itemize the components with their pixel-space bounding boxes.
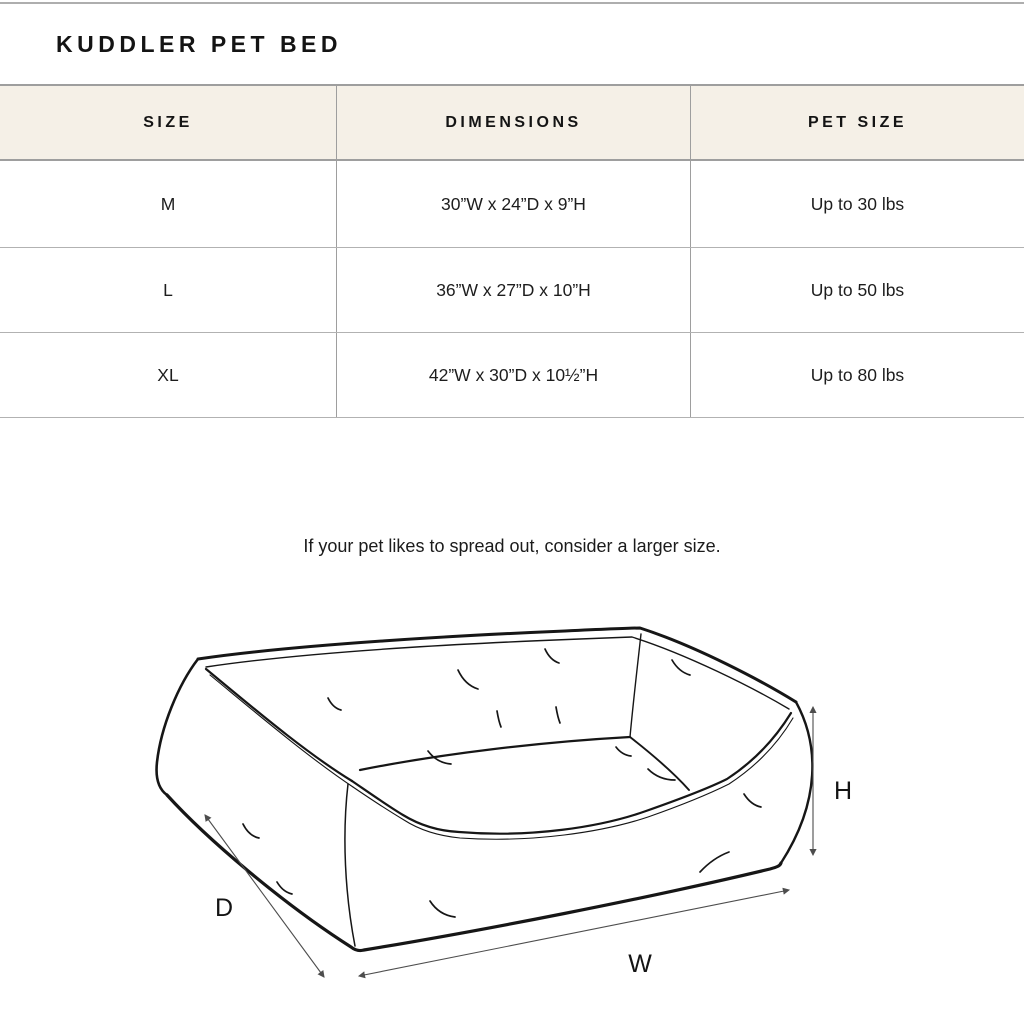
height-label: H [834,777,853,805]
back-rim-outer [198,628,796,702]
front-left-corner-seam [345,784,355,946]
bottom-left-edge [167,795,364,951]
dimensions-cell: 36”W x 27”D x 10”H [336,248,690,332]
pet-bed-sketch [157,628,813,951]
width-dimension-line [359,890,789,976]
column-header-dimensions: DIMENSIONS [336,86,690,159]
size-cell: L [163,279,173,300]
column-header-pet-size: PET SIZE [690,86,1024,159]
back-right-corner-seam [630,634,641,737]
column-header-size: SIZE [143,113,193,131]
title-bar [0,4,1024,84]
depth-label: D [214,894,234,922]
pet-size-cell: Up to 80 lbs [690,333,1024,417]
size-cell: M [160,193,176,214]
pet-bed-diagram [140,598,890,1022]
table-row-m [0,161,1024,248]
size-table [0,84,1024,418]
pet-size-cell: Up to 30 lbs [690,161,1024,247]
dimensions-cell: 30”W x 24”D x 9”H [336,161,690,247]
page-title: KUDDLER PET BED [56,30,343,57]
sizing-note: If your pet likes to spread out, consider a larger size. [303,536,721,556]
front-bottom-edge [364,863,781,950]
pet-size-cell: Up to 50 lbs [690,248,1024,332]
size-cell: XL [157,364,179,385]
left-wall-rim [206,669,352,781]
seat-right-seam [630,737,689,790]
width-label: W [628,950,652,978]
table-row-xl [0,333,1024,418]
front-scoop-rim [352,713,791,834]
left-silhouette [157,659,198,795]
size-table-header-row [0,84,1024,161]
right-wall-edge [781,702,812,863]
seat-back-edge [360,737,630,770]
table-row-l [0,248,1024,333]
dimensions-cell: 42”W x 30”D x 10½”H [336,333,690,417]
